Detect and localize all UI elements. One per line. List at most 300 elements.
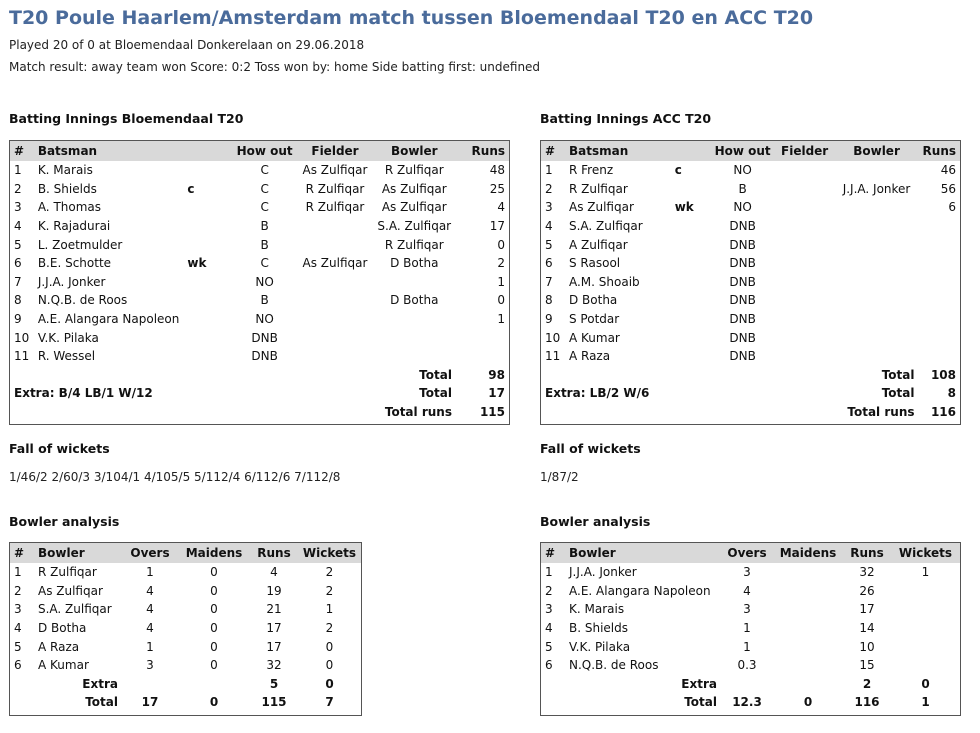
runs: 46 bbox=[940, 163, 956, 178]
table-row bbox=[541, 180, 960, 199]
runs: 25 bbox=[489, 181, 505, 196]
batsman-role bbox=[671, 310, 711, 329]
column-header: Batsman bbox=[34, 141, 184, 161]
total-runs-label: Total runs bbox=[847, 405, 915, 420]
column-header: # bbox=[10, 141, 34, 161]
fielder bbox=[297, 347, 372, 366]
extras-label: Extra bbox=[82, 676, 118, 691]
overs: 3 bbox=[743, 565, 751, 580]
bowler bbox=[373, 310, 456, 329]
table-row bbox=[541, 637, 960, 656]
column-header: Fielder bbox=[297, 141, 372, 161]
table-row bbox=[541, 217, 960, 236]
table-row bbox=[541, 310, 960, 329]
total-row bbox=[541, 693, 960, 712]
table-row bbox=[10, 637, 361, 656]
batsman-role: wk bbox=[674, 200, 694, 215]
table-row bbox=[541, 656, 960, 675]
how-out: DNB bbox=[729, 312, 756, 327]
extras-row bbox=[10, 675, 361, 694]
batsman-name: K. Marais bbox=[37, 163, 93, 178]
total-label: Total bbox=[85, 695, 118, 710]
column-header: Fielder bbox=[775, 141, 835, 161]
fielder bbox=[775, 254, 835, 273]
batsman-name: R Zulfiqar bbox=[568, 181, 628, 196]
runs bbox=[919, 273, 961, 292]
batsman-role bbox=[183, 347, 232, 366]
bowler bbox=[373, 328, 456, 347]
wickets bbox=[891, 637, 960, 656]
column-header: Wickets bbox=[891, 543, 960, 563]
total-row bbox=[10, 366, 509, 385]
bowler-name: A Raza bbox=[38, 639, 80, 654]
bowler bbox=[835, 254, 919, 273]
batsman-role bbox=[671, 217, 711, 236]
batsman-number: 10 bbox=[545, 330, 561, 345]
match-played-info: Played 20 of 0 at Bloemendaal Donkerelaan on 29.06.2018 bbox=[9, 38, 365, 52]
fielder bbox=[297, 273, 372, 292]
runs bbox=[919, 235, 961, 254]
wickets bbox=[891, 582, 960, 601]
how-out: DNB bbox=[729, 293, 756, 308]
batsman-name: B. Shields bbox=[37, 181, 97, 196]
table-row bbox=[10, 161, 509, 180]
runs: 56 bbox=[940, 181, 956, 196]
table-row bbox=[10, 310, 509, 329]
fielder bbox=[297, 217, 372, 236]
how-out: DNB bbox=[729, 330, 756, 345]
bowler-number: 6 bbox=[545, 658, 553, 673]
extras-row bbox=[541, 675, 960, 694]
total-label: Total bbox=[419, 367, 452, 382]
batsman-role bbox=[671, 347, 711, 366]
batsman-number: 7 bbox=[14, 274, 22, 289]
table-row bbox=[541, 619, 960, 638]
how-out: B bbox=[738, 181, 747, 196]
wickets: 0 bbox=[325, 639, 334, 654]
batsman-name: N.Q.B. de Roos bbox=[37, 293, 128, 308]
maidens bbox=[773, 600, 843, 619]
total-value: 108 bbox=[930, 367, 956, 382]
fielder bbox=[297, 291, 372, 310]
runs: 17 bbox=[489, 219, 505, 234]
extras-total-value: 17 bbox=[488, 386, 505, 401]
batsman-role: c bbox=[674, 163, 682, 178]
runs: 17 bbox=[859, 602, 875, 617]
fielder bbox=[775, 347, 835, 366]
maidens: 0 bbox=[210, 565, 218, 580]
bowler-name: K. Marais bbox=[569, 602, 625, 617]
bowler bbox=[835, 217, 919, 236]
maidens: 0 bbox=[210, 639, 218, 654]
column-header: Wickets bbox=[298, 543, 361, 563]
total-runs-row bbox=[541, 403, 960, 422]
bowler bbox=[835, 235, 919, 254]
batsman-number: 5 bbox=[545, 237, 553, 252]
runs bbox=[919, 310, 961, 329]
batsman-number: 1 bbox=[14, 163, 22, 178]
bowling-table-home bbox=[9, 542, 362, 716]
column-header: Bowler bbox=[565, 543, 721, 563]
bowler-number: 6 bbox=[14, 658, 22, 673]
extras-total-label: Total bbox=[419, 386, 452, 401]
bowler bbox=[835, 347, 919, 366]
column-header: Runs bbox=[919, 141, 961, 161]
fielder bbox=[775, 273, 835, 292]
batsman-name: A.E. Alangara Napoleon bbox=[37, 312, 180, 327]
table-row bbox=[10, 582, 361, 601]
fielder bbox=[775, 161, 835, 180]
fielder bbox=[297, 235, 372, 254]
table-row bbox=[10, 619, 361, 638]
overs: 1 bbox=[743, 621, 751, 636]
batsman-name: A. Thomas bbox=[37, 200, 102, 215]
bowler-number: 2 bbox=[545, 583, 553, 598]
runs: 4 bbox=[497, 200, 505, 215]
bowler-number: 3 bbox=[14, 602, 22, 617]
column-header: How out bbox=[711, 141, 775, 161]
table-row bbox=[10, 656, 361, 675]
runs: 17 bbox=[266, 639, 282, 654]
bowler bbox=[373, 273, 456, 292]
overs: 4 bbox=[146, 602, 154, 617]
table-row bbox=[10, 217, 509, 236]
wickets bbox=[891, 600, 960, 619]
bowling-heading-away: Bowler analysis bbox=[540, 514, 651, 529]
bowler bbox=[835, 198, 919, 217]
how-out: DNB bbox=[729, 256, 756, 271]
total-label: Total bbox=[684, 695, 717, 710]
how-out: B bbox=[260, 219, 269, 234]
column-header: Bowler bbox=[835, 141, 919, 161]
total-runs-value: 116 bbox=[930, 405, 956, 420]
maidens bbox=[773, 563, 843, 582]
batsman-role bbox=[671, 254, 711, 273]
header-row bbox=[541, 141, 960, 161]
total-runs: 115 bbox=[261, 695, 287, 710]
wickets: 0 bbox=[325, 658, 334, 673]
batsman-role bbox=[183, 291, 232, 310]
batsman-number: 4 bbox=[14, 219, 22, 234]
bowler-number: 1 bbox=[545, 565, 553, 580]
runs bbox=[919, 328, 961, 347]
batsman-name: J.J.A. Jonker bbox=[37, 274, 106, 289]
table-row bbox=[541, 291, 960, 310]
table-row bbox=[541, 328, 960, 347]
runs: 21 bbox=[266, 602, 282, 617]
table-row bbox=[10, 273, 509, 292]
extras-runs: 2 bbox=[862, 676, 872, 691]
fielder bbox=[775, 180, 835, 199]
bowler bbox=[835, 291, 919, 310]
bowler: R Zulfiqar bbox=[384, 237, 444, 252]
batsman-role bbox=[183, 235, 232, 254]
table-row bbox=[541, 235, 960, 254]
batting-scorecard bbox=[10, 141, 509, 421]
extras-text: Extra: B/4 LB/1 W/12 bbox=[14, 386, 153, 401]
total-overs: 12.3 bbox=[732, 695, 762, 710]
bowler bbox=[835, 161, 919, 180]
table-row bbox=[10, 291, 509, 310]
total-label: Total bbox=[881, 367, 915, 382]
table-row bbox=[10, 563, 361, 582]
header-row bbox=[10, 141, 509, 161]
wickets: 1 bbox=[921, 565, 930, 580]
overs: 1 bbox=[743, 639, 751, 654]
column-header: Runs bbox=[843, 543, 891, 563]
runs bbox=[919, 217, 961, 236]
batsman-role: c bbox=[187, 181, 195, 196]
total-maidens: 0 bbox=[209, 695, 219, 710]
batsman-number: 2 bbox=[14, 181, 22, 196]
bowler-name: A Kumar bbox=[38, 658, 89, 673]
table-row bbox=[541, 198, 960, 217]
extras-wickets: 0 bbox=[325, 676, 334, 691]
table-row bbox=[10, 328, 509, 347]
batting-table-away bbox=[540, 140, 961, 425]
runs bbox=[919, 291, 961, 310]
how-out: B bbox=[260, 293, 269, 308]
wickets: 2 bbox=[325, 565, 334, 580]
table-row bbox=[10, 254, 509, 273]
bowler bbox=[835, 273, 919, 292]
overs: 4 bbox=[743, 583, 751, 598]
header-row bbox=[10, 543, 361, 563]
runs: 32 bbox=[859, 565, 875, 580]
how-out: DNB bbox=[729, 237, 756, 252]
batsman-number: 1 bbox=[545, 163, 553, 178]
bowler-name: D Botha bbox=[38, 621, 87, 636]
how-out: NO bbox=[733, 163, 752, 178]
total-row bbox=[10, 693, 361, 712]
runs: 4 bbox=[270, 565, 278, 580]
how-out: NO bbox=[255, 312, 274, 327]
runs: 15 bbox=[859, 658, 875, 673]
runs bbox=[456, 328, 509, 347]
column-header: Runs bbox=[456, 141, 509, 161]
column-header: Maidens bbox=[178, 543, 250, 563]
how-out: C bbox=[260, 163, 269, 178]
fielder bbox=[775, 310, 835, 329]
extras-total-value: 8 bbox=[947, 386, 956, 401]
how-out: DNB bbox=[251, 330, 278, 345]
runs bbox=[919, 254, 961, 273]
column-header: # bbox=[541, 543, 565, 563]
how-out: NO bbox=[255, 274, 274, 289]
column-header: Runs bbox=[250, 543, 298, 563]
bowler bbox=[373, 347, 456, 366]
fielder: As Zulfiqar bbox=[302, 256, 368, 271]
maidens: 0 bbox=[210, 602, 218, 617]
maidens: 0 bbox=[210, 658, 218, 673]
batsman-role bbox=[183, 273, 232, 292]
total-overs: 17 bbox=[141, 695, 159, 710]
wickets: 2 bbox=[325, 621, 334, 636]
batsman-name: S.A. Zulfiqar bbox=[568, 219, 643, 234]
fielder: As Zulfiqar bbox=[302, 163, 368, 178]
bowler-number: 5 bbox=[545, 639, 553, 654]
bowler: D Botha bbox=[390, 293, 439, 308]
batsman-role bbox=[183, 310, 232, 329]
batsman-name: V.K. Pilaka bbox=[37, 330, 99, 345]
batsman-number: 9 bbox=[545, 312, 553, 327]
total-row bbox=[541, 366, 960, 385]
bowler-number: 2 bbox=[14, 583, 22, 598]
bowler-name: N.Q.B. de Roos bbox=[569, 658, 659, 673]
fielder bbox=[775, 217, 835, 236]
batsman-number: 7 bbox=[545, 274, 553, 289]
batting-scorecard bbox=[541, 141, 960, 421]
runs: 19 bbox=[266, 583, 282, 598]
batsman-role bbox=[671, 180, 711, 199]
page-title: T20 Poule Haarlem/Amsterdam match tussen Bloemendaal T20 en ACC T20 bbox=[9, 7, 814, 29]
wickets: 2 bbox=[325, 583, 334, 598]
column-header: Overs bbox=[721, 543, 773, 563]
total-wickets: 7 bbox=[325, 695, 334, 710]
match-result-info: Match result: away team won Score: 0:2 Toss won by: home Side batting first: undefined bbox=[9, 60, 541, 74]
maidens bbox=[773, 619, 843, 638]
maidens: 0 bbox=[210, 583, 218, 598]
batsman-role bbox=[183, 217, 232, 236]
fielder bbox=[297, 328, 372, 347]
batsman-name: R. Wessel bbox=[37, 349, 96, 364]
batsman-number: 11 bbox=[545, 349, 561, 364]
table-row bbox=[541, 600, 960, 619]
batsman-name: As Zulfiqar bbox=[568, 200, 634, 215]
how-out: C bbox=[260, 181, 269, 196]
how-out: C bbox=[260, 200, 269, 215]
how-out: B bbox=[260, 237, 269, 252]
extras-wickets: 0 bbox=[921, 676, 930, 691]
maidens bbox=[773, 656, 843, 675]
how-out: DNB bbox=[251, 349, 278, 364]
maidens: 0 bbox=[210, 621, 218, 636]
batsman-number: 11 bbox=[14, 349, 30, 364]
batsman-name: S Potdar bbox=[568, 312, 620, 327]
batsman-name: D Botha bbox=[568, 293, 618, 308]
bowler: R Zulfiqar bbox=[384, 163, 444, 178]
bowler: As Zulfiqar bbox=[381, 200, 447, 215]
batsman-role bbox=[183, 198, 232, 217]
runs: 48 bbox=[489, 163, 505, 178]
batsman-role bbox=[183, 328, 232, 347]
total-wickets: 1 bbox=[921, 695, 930, 710]
bowler-name: J.J.A. Jonker bbox=[569, 565, 637, 580]
fielder bbox=[775, 198, 835, 217]
fielder bbox=[775, 235, 835, 254]
batting-heading-home: Batting Innings Bloemendaal T20 bbox=[9, 111, 244, 126]
batsman-number: 3 bbox=[14, 200, 22, 215]
how-out: DNB bbox=[729, 274, 756, 289]
batting-heading-away: Batting Innings ACC T20 bbox=[540, 111, 712, 126]
runs: 1 bbox=[497, 274, 505, 289]
batsman-name: R Frenz bbox=[568, 163, 614, 178]
bowler: As Zulfiqar bbox=[381, 181, 447, 196]
batting-table-home bbox=[9, 140, 510, 425]
overs: 1 bbox=[146, 639, 154, 654]
table-row bbox=[10, 180, 509, 199]
column-header: Overs bbox=[122, 543, 178, 563]
column-header: # bbox=[10, 543, 34, 563]
bowler: J.J.A. Jonker bbox=[842, 181, 911, 196]
batsman-number: 5 bbox=[14, 237, 22, 252]
batsman-name: A Zulfiqar bbox=[568, 237, 628, 252]
batsman-role bbox=[671, 235, 711, 254]
table-row bbox=[10, 198, 509, 217]
overs: 3 bbox=[146, 658, 154, 673]
total-runs: 116 bbox=[854, 695, 880, 710]
fielder: R Zulfiqar bbox=[305, 181, 365, 196]
batsman-number: 8 bbox=[545, 293, 553, 308]
bowler-name: S.A. Zulfiqar bbox=[38, 602, 112, 617]
bowling-analysis bbox=[10, 543, 361, 712]
bowling-analysis bbox=[541, 543, 960, 712]
batsman-name: A.M. Shoaib bbox=[568, 274, 640, 289]
runs: 26 bbox=[859, 583, 875, 598]
batsman-number: 3 bbox=[545, 200, 553, 215]
total-runs-value: 115 bbox=[479, 405, 505, 420]
column-header: Batsman bbox=[565, 141, 671, 161]
runs: 0 bbox=[497, 237, 505, 252]
runs: 10 bbox=[859, 639, 875, 654]
batsman-number: 8 bbox=[14, 293, 22, 308]
fielder: R Zulfiqar bbox=[305, 200, 365, 215]
bowler: D Botha bbox=[390, 256, 439, 271]
batsman-number: 10 bbox=[14, 330, 30, 345]
batsman-name: L. Zoetmulder bbox=[37, 237, 123, 252]
runs: 32 bbox=[266, 658, 282, 673]
maidens bbox=[773, 582, 843, 601]
table-row bbox=[10, 235, 509, 254]
batsman-role bbox=[671, 291, 711, 310]
batsman-name: A Raza bbox=[568, 349, 611, 364]
table-row bbox=[541, 563, 960, 582]
extras-total-label: Total bbox=[881, 386, 915, 401]
how-out: C bbox=[260, 256, 269, 271]
batsman-role bbox=[183, 161, 232, 180]
bowler-number: 1 bbox=[14, 565, 22, 580]
bowler-name: R Zulfiqar bbox=[38, 565, 97, 580]
wickets bbox=[891, 619, 960, 638]
runs: 6 bbox=[948, 200, 956, 215]
bowler-number: 4 bbox=[545, 621, 553, 636]
total-runs-row bbox=[10, 403, 509, 422]
fow-text-away: 1/87/2 bbox=[540, 470, 579, 484]
runs: 0 bbox=[497, 293, 505, 308]
overs: 0.3 bbox=[737, 658, 757, 673]
batsman-role: wk bbox=[187, 256, 207, 271]
bowler-name: V.K. Pilaka bbox=[569, 639, 631, 654]
overs: 4 bbox=[146, 621, 154, 636]
wickets: 1 bbox=[325, 602, 334, 617]
batsman-number: 6 bbox=[14, 256, 22, 271]
how-out: DNB bbox=[729, 349, 756, 364]
table-row bbox=[541, 161, 960, 180]
total-runs-label: Total runs bbox=[384, 405, 452, 420]
header-row bbox=[541, 543, 960, 563]
extras-row bbox=[10, 384, 509, 403]
runs bbox=[456, 347, 509, 366]
bowler-name: A.E. Alangara Napoleon bbox=[569, 583, 711, 598]
fielder bbox=[297, 310, 372, 329]
bowling-heading-home: Bowler analysis bbox=[9, 514, 120, 529]
runs: 1 bbox=[497, 312, 505, 327]
fielder bbox=[775, 328, 835, 347]
total-maidens: 0 bbox=[803, 695, 813, 710]
bowler-number: 4 bbox=[14, 621, 22, 636]
fow-heading-home: Fall of wickets bbox=[9, 441, 110, 456]
total-value: 98 bbox=[488, 367, 505, 382]
